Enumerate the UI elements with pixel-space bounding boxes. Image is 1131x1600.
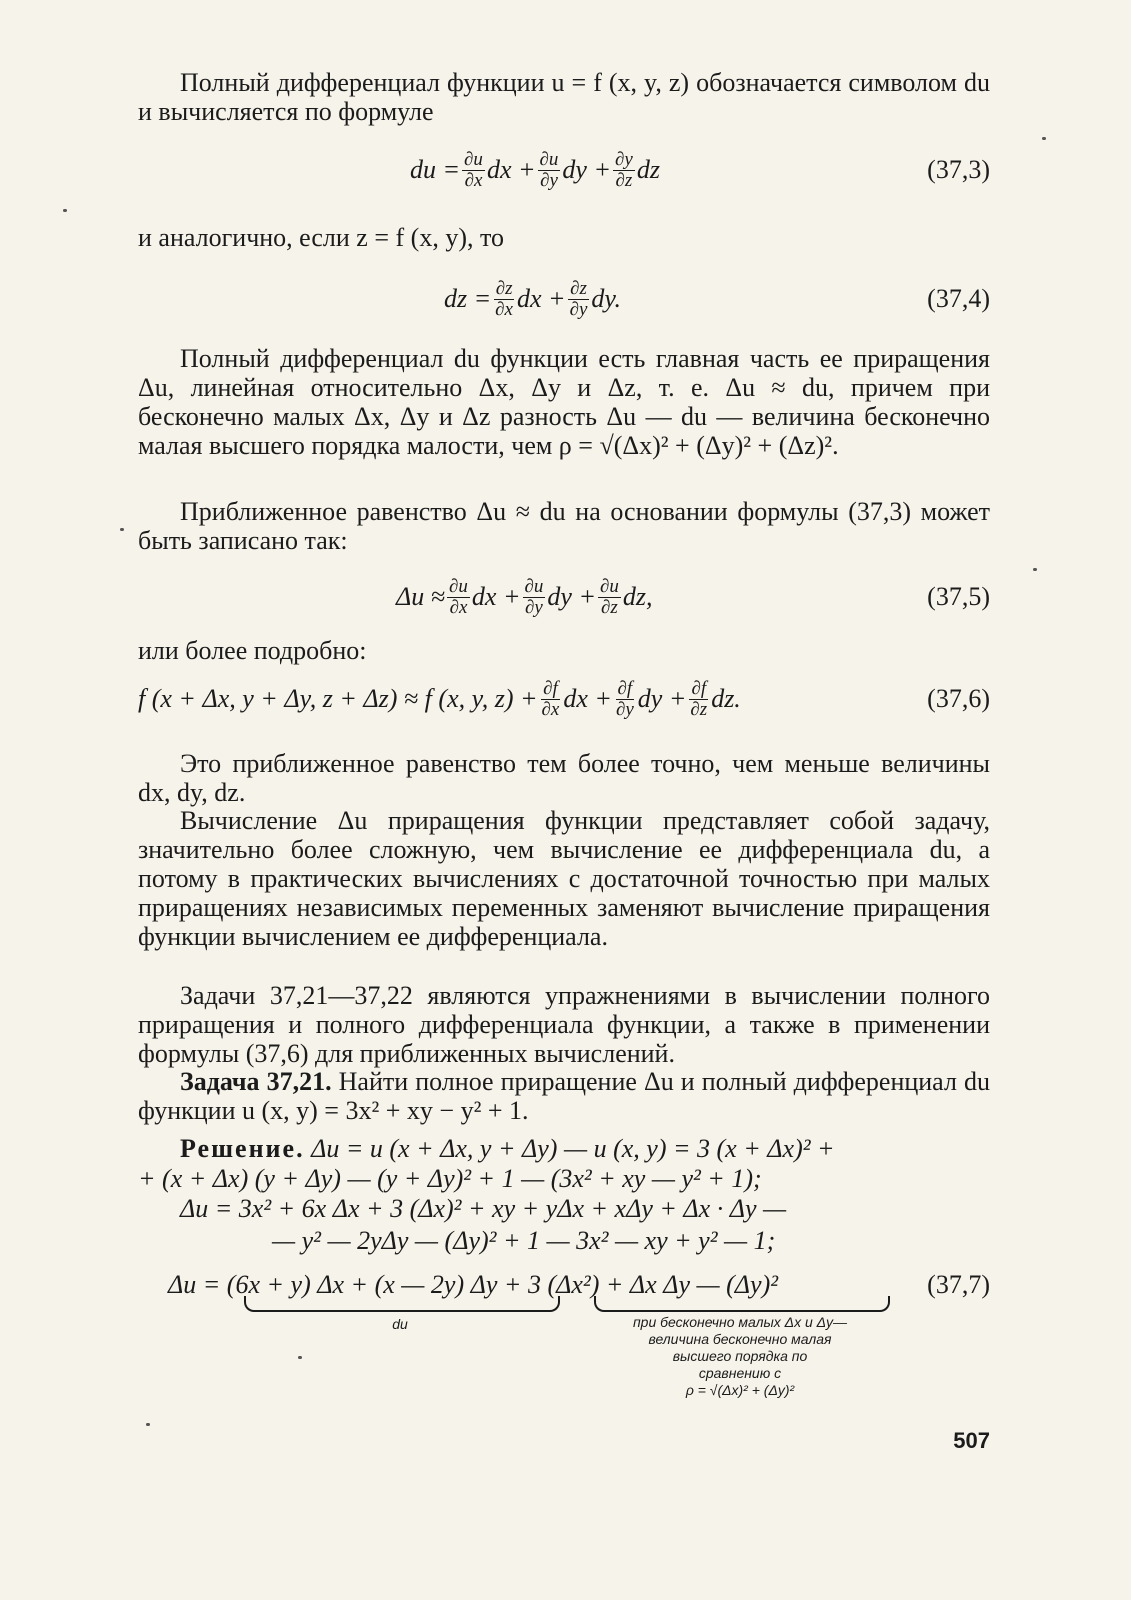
- solution-label: Решение.: [180, 1134, 305, 1163]
- frac-num: ∂u: [449, 575, 468, 597]
- eq-mid: dx +: [486, 155, 536, 184]
- frac-den: ∂x: [495, 298, 513, 320]
- frac-num: ∂u: [464, 148, 483, 170]
- equation-number: (37,3): [927, 155, 990, 184]
- brace-remainder: [594, 1296, 890, 1312]
- frac-num: ∂u: [600, 575, 619, 597]
- solution-line-4: — y² — 2yΔy — (Δy)² + 1 — 3x² — xy + y² — 1;: [272, 1226, 776, 1255]
- brace-du-label: du: [392, 1316, 408, 1332]
- equation-37-3: [138, 143, 990, 197]
- frac-num: ∂u: [524, 575, 544, 597]
- paragraph-6: Это приближенное равенство тем более точно, чем меньше величины dx, dy, dz.: [138, 749, 990, 807]
- frac-num: ∂z: [570, 277, 587, 299]
- eq-mid: dy +: [547, 582, 596, 611]
- brace-du: [244, 1296, 560, 1312]
- frac-den: ∂z: [601, 596, 618, 618]
- eq-left: dz =: [444, 284, 492, 313]
- paragraph-3: Полный дифференциал du функции есть главная часть ее приращения Δu, линейная относительно Δx, Δy и Δz, т. е. Δu ≈ du, причем при бесконечно малых Δx, Δy и Δz разность Δu — du — величина бесконечно малая высшего порядка малости, чем ρ = √(Δx)² + (Δy)² + (Δz)².: [138, 344, 990, 460]
- equation-number: (37,5): [927, 582, 990, 611]
- frac-num: ∂z: [495, 277, 513, 299]
- frac-num: ∂f: [617, 677, 633, 699]
- frac-num: ∂y: [615, 148, 633, 170]
- frac-den: ∂y: [569, 298, 588, 320]
- equation-37-5-formula: [396, 570, 653, 624]
- frac-den: ∂x: [449, 596, 468, 618]
- scan-speck: [146, 1423, 150, 1426]
- brace-remainder-label: [574, 1314, 906, 1399]
- problem-37-21: [138, 1067, 990, 1125]
- frac-den: ∂y: [525, 596, 543, 618]
- note-line: величина бесконечно малая: [648, 1331, 832, 1347]
- equation-number: (37,6): [927, 684, 990, 713]
- scan-speck: [298, 1356, 302, 1359]
- frac-den: ∂z: [615, 169, 633, 191]
- equation-37-4: [138, 272, 990, 326]
- eq-left: Δu ≈: [396, 582, 446, 611]
- page-number: 507: [953, 1428, 990, 1453]
- note-line: сравнению с: [698, 1365, 782, 1381]
- frac-num: ∂f: [543, 677, 558, 699]
- problem-text: Найти полное приращение Δu и полный дифференциал du функции u (x, y) = 3x² + xy − y² + 1.: [138, 1067, 991, 1125]
- equation-number: (37,7): [927, 1270, 990, 1299]
- solution-block: [138, 1134, 990, 1414]
- solution-line-3: Δu = 3x² + 6x Δx + 3 (Δx)² + xy + yΔx + xΔy + Δx · Δy —: [180, 1194, 787, 1223]
- solution-line-5: Δu = (6x + y) Δx + (x — 2y) Δy + 3 (Δx²) + Δx Δy — (Δy)²: [168, 1270, 779, 1299]
- eq-mid: dx +: [471, 582, 521, 611]
- paragraph-4: Приближенное равенство Δu ≈ du на основании формулы (37,3) может быть записано так:: [138, 497, 990, 555]
- scan-speck: [1033, 568, 1037, 571]
- eq-end: dz,: [622, 582, 653, 611]
- paragraph-2: и аналогично, если z = f (x, y), то: [138, 223, 504, 252]
- frac-den: ∂z: [690, 698, 708, 720]
- note-line: при бесконечно малых Δx и Δy—: [632, 1314, 848, 1330]
- eq-end: dz.: [711, 684, 741, 713]
- note-line: ρ = √(Δx)² + (Δy)²: [685, 1382, 795, 1398]
- equation-number: (37,4): [927, 284, 990, 313]
- equation-37-5: [138, 570, 990, 624]
- frac-num: ∂f: [691, 677, 707, 699]
- frac-den: ∂y: [615, 698, 634, 720]
- frac-den: ∂y: [540, 169, 558, 191]
- problem-heading: Задача 37,21.: [180, 1067, 332, 1096]
- scan-speck: [63, 209, 67, 212]
- scan-speck: [120, 528, 124, 531]
- equation-37-6: [138, 672, 990, 726]
- eq-left: f (x + Δx, y + Δy, z + Δz) ≈ f (x, y, z) +: [138, 684, 538, 713]
- equation-37-6-formula: [138, 672, 741, 726]
- frac-den: ∂x: [541, 698, 560, 720]
- frac-den: ∂x: [464, 169, 483, 191]
- paragraph-1: Полный дифференциал функции u = f (x, y, z) обозначается символом du и вычисляется по формуле: [138, 68, 990, 126]
- eq-mid: dy +: [637, 684, 687, 713]
- eq-mid: dx +: [563, 684, 612, 713]
- note-line: высшего порядка по: [672, 1348, 808, 1364]
- paragraph-8: Задачи 37,21—37,22 являются упражнениями в вычислении полного приращения и полного дифференциала функции, а также в применении формулы (37,6) для приближенных вычислений.: [138, 981, 990, 1068]
- eq-left: du =: [410, 155, 461, 184]
- eq-end: dy.: [591, 284, 622, 313]
- eq-mid: dy +: [562, 155, 612, 184]
- paragraph-7: Вычисление Δu приращения функции представляет собой задачу, значительно более сложную, чем вычисление ее дифференциала du, а потому в практических вычислениях с достаточной точностью при малых приращениях независимых переменных заменяют вычисление приращения функции вычислением ее дифференциала.: [138, 806, 990, 951]
- equation-37-3-formula: [410, 143, 660, 197]
- paragraph-5: или более подробно:: [138, 636, 367, 665]
- eq-end: dz: [636, 155, 660, 184]
- solution-line-1: [180, 1134, 835, 1163]
- frac-num: ∂u: [539, 148, 559, 170]
- solution-line-2: + (x + Δx) (y + Δy) — (y + Δy)² + 1 — (3x² + xy — y² + 1);: [138, 1164, 762, 1193]
- equation-37-4-formula: [444, 272, 621, 326]
- eq-mid: dx +: [517, 284, 566, 313]
- solution-line-1-text: Δu = u (x + Δx, y + Δy) — u (x, y) = 3 (x + Δx)² +: [311, 1134, 835, 1163]
- scan-speck: [1042, 137, 1046, 140]
